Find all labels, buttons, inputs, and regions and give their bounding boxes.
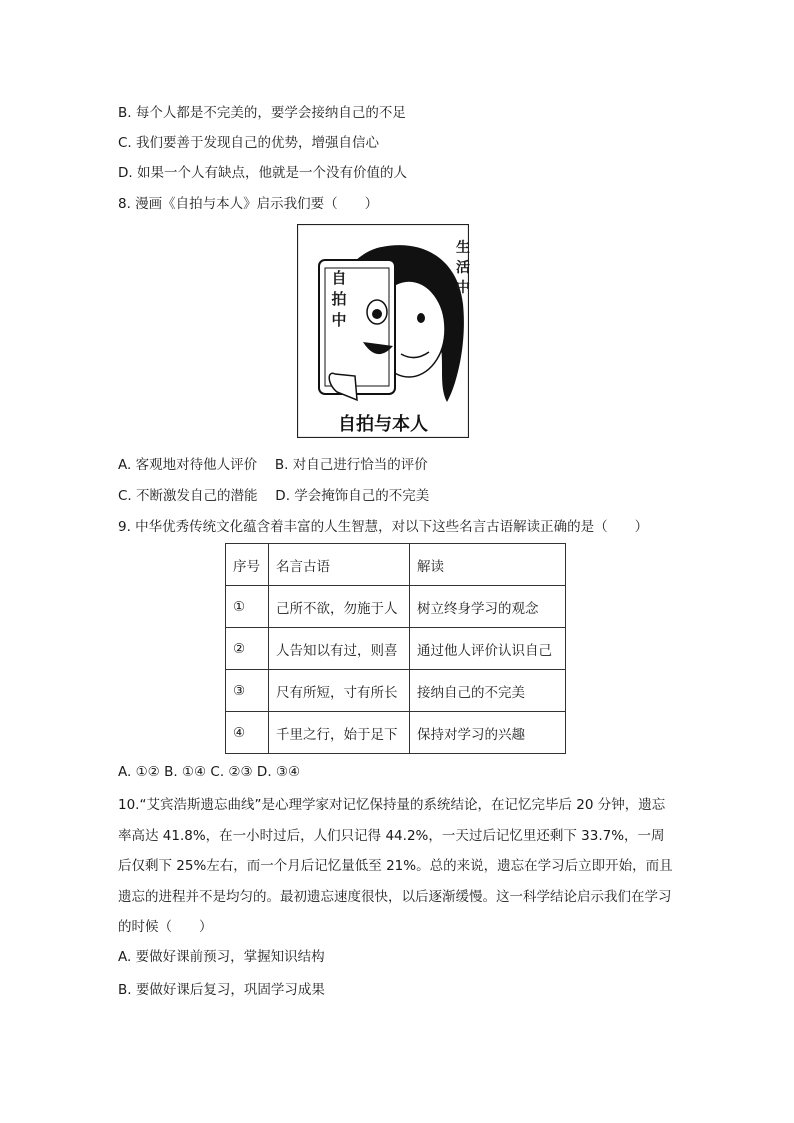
table-header: 名言古语 <box>269 544 410 586</box>
table-cell: 人告知以有过，则喜 <box>269 628 410 670</box>
option-10a: A. 要做好课前预习，掌握知识结构 <box>118 949 325 965</box>
phone-label: 自拍中 <box>331 269 347 329</box>
table-cell: 通过他人评价认识自己 <box>410 628 566 670</box>
cartoon-image <box>297 224 469 438</box>
option-10b: B. 要做好课后复习，巩固学习成果 <box>118 982 325 998</box>
table-cell: 己所不欲，勿施于人 <box>269 586 410 628</box>
option-7d: D. 如果一个人有缺点，他就是一个没有价值的人 <box>118 165 407 181</box>
table-row <box>226 628 566 670</box>
table-cell: ① <box>226 586 269 628</box>
table-header: 解读 <box>410 544 566 586</box>
table-row <box>226 670 566 712</box>
table-cell: 树立终身学习的观念 <box>410 586 566 628</box>
question-9-stem: 9. 中华优秀传统文化蕴含着丰富的人生智慧，对以下这些名言古语解读正确的是（ ） <box>118 519 649 535</box>
question-9-options: A. ①② B. ①④ C. ②③ D. ③④ <box>118 764 301 780</box>
quotes-table <box>225 543 566 754</box>
cartoon-drawing <box>297 224 469 438</box>
table-cell: 千里之行，始于足下 <box>269 712 410 754</box>
table-cell: ④ <box>226 712 269 754</box>
table-cell: 尺有所短，寸有所长 <box>269 670 410 712</box>
option-7c: C. 我们要善于发现自己的优势，增强自信心 <box>118 135 380 151</box>
table-header: 序号 <box>226 544 269 586</box>
question-10-stem: 10.“艾宾浩斯遗忘曲线”是心理学家对记忆保持量的系统结论，在记忆完毕后 20 分钟，遗忘率高达 41.8%，在一小时过后，人们只记得 44.2%，一天过后记忆里还剩下 33.7%，一周后仅剩下 25%左右，而一个月后记忆量低至 21%。总的来说，遗忘在学习后立即开始，而且遗忘的进程并不是均匀的。最初遗忘速度很快，以后逐渐缓慢。这一科学结论启示我们在学习的时候（ ） <box>118 797 673 935</box>
question-8-options-row1: A. 客观地对待他人评价 B. 对自己进行恰当的评价 <box>118 457 428 473</box>
table-cell: 保持对学习的兴趣 <box>410 712 566 754</box>
table-header-row <box>226 544 566 586</box>
table-row <box>226 586 566 628</box>
table-cell: ③ <box>226 670 269 712</box>
question-8-stem: 8. 漫画《自拍与本人》启示我们要（ ） <box>118 196 379 212</box>
table-cell: ② <box>226 628 269 670</box>
question-8-options-row2: C. 不断激发自己的潜能 D. 学会掩饰自己的不完美 <box>118 488 430 504</box>
table-row <box>226 712 566 754</box>
life-label: 生活中 <box>456 240 470 296</box>
table-cell: 接纳自己的不完美 <box>410 670 566 712</box>
cartoon-caption: 自拍与本人 <box>338 414 428 435</box>
option-7b: B. 每个人都是不完美的，要学会接纳自己的不足 <box>118 105 406 121</box>
